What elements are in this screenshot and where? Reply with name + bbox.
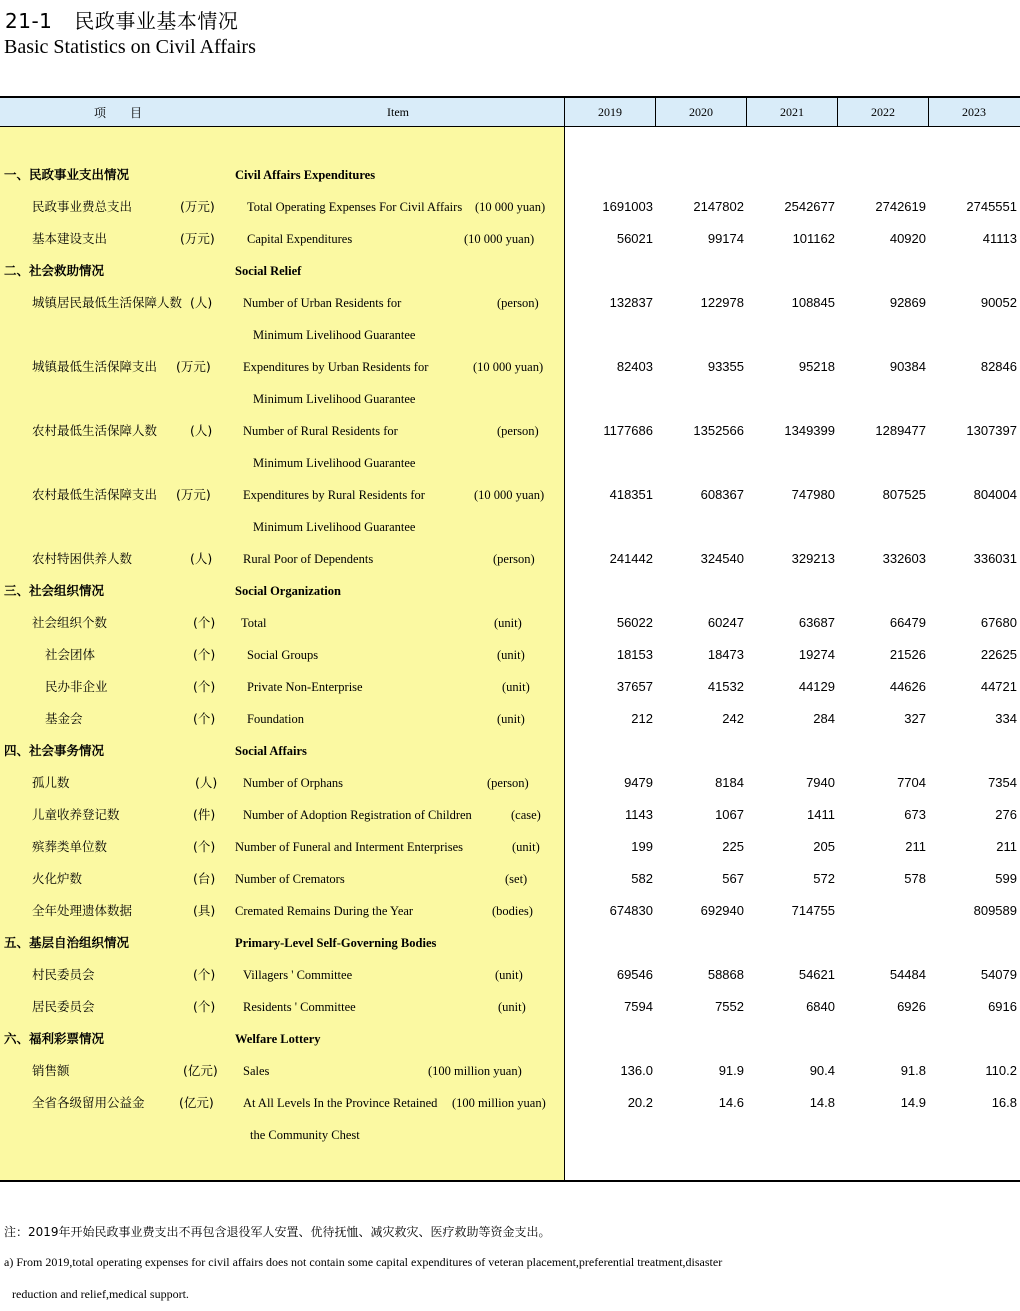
section-title-cn: 四、社会事务情况 <box>4 743 105 758</box>
row-label-cn: 村民委员会 <box>32 967 95 982</box>
section-title-cn: 二、社会救助情况 <box>4 263 105 278</box>
table-row <box>0 639 1020 671</box>
value-cell: 284 <box>813 711 835 726</box>
value-cell: 7940 <box>806 775 835 790</box>
row-unit-en: (set) <box>505 872 528 886</box>
value-cell: 1143 <box>625 807 653 822</box>
row-unit-en: (10 000 yuan) <box>473 360 544 374</box>
row-label-en: Number of Adoption Registration of Children <box>243 808 472 822</box>
row-label-en: Villagers ' Committee <box>243 968 353 982</box>
value-cell: 40920 <box>889 231 926 246</box>
value-cell: 7354 <box>988 775 1017 790</box>
table-row <box>0 287 1020 319</box>
row-unit-cn: (具) <box>193 903 216 918</box>
row-label-en: At All Levels In the Province Retained <box>243 1096 438 1110</box>
row-unit-cn: (个) <box>193 999 216 1014</box>
value-cell: 9479 <box>624 775 653 790</box>
value-cell: 19274 <box>798 647 835 662</box>
section-title-en: Social Organization <box>235 584 341 598</box>
value-cell: 22625 <box>980 647 1017 662</box>
value-cell: 2542677 <box>784 199 835 214</box>
section-title-en: Welfare Lottery <box>235 1032 321 1046</box>
value-cell: 1352566 <box>693 423 744 438</box>
row-unit-en: (person) <box>487 776 529 790</box>
value-cell: 1067 <box>715 807 744 822</box>
row-unit-en: (100 million yuan) <box>452 1096 546 1110</box>
value-cell: 807525 <box>882 487 926 502</box>
row-unit-en: (unit) <box>502 680 530 694</box>
section-title-en: Civil Affairs Expenditures <box>235 168 376 182</box>
value-cell: 336031 <box>973 551 1017 566</box>
row-label-cn: 全省各级留用公益金 <box>32 1095 145 1110</box>
section-row <box>0 159 1020 191</box>
value-cell: 54079 <box>980 967 1017 982</box>
row-unit-cn: (个) <box>193 615 216 630</box>
value-cell: 101162 <box>792 231 835 246</box>
row-unit-cn: (个) <box>193 647 216 662</box>
section-title-cn: 一、民政事业支出情况 <box>4 167 130 182</box>
row-label-en: Number of Funeral and Interment Enterprises <box>235 840 464 854</box>
value-cell: 58868 <box>707 967 744 982</box>
value-cell: 136.0 <box>620 1063 653 1078</box>
header-item-cn: 项 目 <box>94 105 143 120</box>
value-cell: 92869 <box>889 295 926 310</box>
value-cell: 14.8 <box>809 1095 835 1110</box>
row-label-en: Number of Urban Residents for <box>243 296 402 310</box>
row-label-cn: 居民委员会 <box>32 999 95 1014</box>
table-row-continuation <box>0 383 1020 415</box>
value-cell: 324540 <box>700 551 744 566</box>
value-cell: 132837 <box>609 295 653 310</box>
value-cell: 67680 <box>980 615 1017 630</box>
value-cell: 567 <box>722 871 744 886</box>
row-unit-en: (unit) <box>497 648 525 662</box>
value-cell: 578 <box>904 871 926 886</box>
row-label-cn: 农村特困供养人数 <box>32 551 133 566</box>
row-unit-en: (10 000 yuan) <box>474 488 545 502</box>
value-cell: 6926 <box>897 999 926 1014</box>
value-cell: 44129 <box>798 679 835 694</box>
row-unit-cn: (个) <box>193 711 216 726</box>
section-row <box>0 255 1020 287</box>
row-label-cn: 全年处理遗体数据 <box>32 903 133 918</box>
value-cell: 56021 <box>616 231 653 246</box>
row-label-en: Capital Expenditures <box>247 232 353 246</box>
value-cell: 1349399 <box>784 423 835 438</box>
section-title-en: Primary-Level Self-Governing Bodies <box>235 936 437 950</box>
row-label-en: Number of Orphans <box>243 776 343 790</box>
value-cell: 418351 <box>609 487 653 502</box>
row-unit-en: (person) <box>497 296 539 310</box>
row-label-cn: 民政事业费总支出 <box>32 199 133 214</box>
section-title-cn: 三、社会组织情况 <box>4 583 105 598</box>
header-year: 2021 <box>746 98 837 126</box>
table-row <box>0 607 1020 639</box>
value-cell: 327 <box>904 711 926 726</box>
value-cell: 1691003 <box>602 199 653 214</box>
header-year: 2019 <box>564 98 655 126</box>
value-cell: 199 <box>631 839 653 854</box>
value-cell: 44721 <box>980 679 1017 694</box>
row-unit-en: (unit) <box>494 616 522 630</box>
section-title-cn: 五、基层自治组织情况 <box>4 935 130 950</box>
value-cell: 582 <box>631 871 653 886</box>
value-cell: 37657 <box>616 679 653 694</box>
value-cell: 1307397 <box>966 423 1017 438</box>
value-cell: 1411 <box>807 807 835 822</box>
value-cell: 2745551 <box>966 199 1017 214</box>
row-label-en-line2: Minimum Livelihood Guarantee <box>253 328 416 342</box>
row-label-cn: 火化炉数 <box>32 871 83 886</box>
value-cell: 241442 <box>609 551 653 566</box>
row-unit-en: (100 million yuan) <box>428 1064 522 1078</box>
row-unit-en: (unit) <box>498 1000 526 1014</box>
row-unit-cn: (人) <box>190 295 213 310</box>
value-cell: 7704 <box>897 775 926 790</box>
row-label-cn: 殡葬类单位数 <box>32 839 108 854</box>
row-label-cn: 社会组织个数 <box>32 615 108 630</box>
table-row <box>0 703 1020 735</box>
row-unit-cn: (人) <box>190 551 213 566</box>
row-label-en: Residents ' Committee <box>243 1000 356 1014</box>
footnote-cn: 注：2019年开始民政事业费支出不再包含退役军人安置、优待抚恤、减灾救灾、医疗救助等资金支出。 <box>4 1225 551 1239</box>
row-label-cn: 销售额 <box>32 1063 70 1078</box>
row-unit-cn: (人) <box>195 775 218 790</box>
row-label-en: Social Groups <box>247 648 319 662</box>
row-label-cn: 社会团体 <box>45 647 96 662</box>
row-label-en: Private Non-Enterprise <box>247 680 363 694</box>
row-label-en: Total Operating Expenses For Civil Affairs <box>247 200 463 214</box>
value-cell: 95218 <box>798 359 835 374</box>
row-label-en: Number of Cremators <box>235 872 345 886</box>
value-cell: 7594 <box>624 999 653 1014</box>
value-cell: 205 <box>813 839 835 854</box>
page-title-en: Basic Statistics on Civil Affairs <box>4 36 256 58</box>
table-row <box>0 863 1020 895</box>
table-row <box>0 895 1020 927</box>
row-label-en-line2: Minimum Livelihood Guarantee <box>253 456 416 470</box>
value-cell: 91.9 <box>718 1063 744 1078</box>
row-label-en: Sales <box>243 1064 270 1078</box>
value-cell: 14.9 <box>900 1095 926 1110</box>
value-cell: 2742619 <box>875 199 926 214</box>
row-unit-cn: (万元) <box>176 359 211 374</box>
row-unit-cn: (件) <box>193 807 216 822</box>
table-header <box>0 96 1020 127</box>
table-row <box>0 991 1020 1023</box>
value-cell: 54484 <box>889 967 926 982</box>
row-label-cn: 儿童收养登记数 <box>32 807 120 822</box>
value-cell: 90384 <box>889 359 926 374</box>
value-cell: 90052 <box>980 295 1017 310</box>
row-label-en: Expenditures by Urban Residents for <box>243 360 429 374</box>
header-year: 2023 <box>928 98 1019 126</box>
value-cell: 66479 <box>889 615 926 630</box>
value-cell: 8184 <box>715 775 744 790</box>
row-label-cn: 孤儿数 <box>32 775 70 790</box>
value-cell: 93355 <box>707 359 744 374</box>
row-label-en: Rural Poor of Dependents <box>243 552 374 566</box>
value-cell: 242 <box>722 711 744 726</box>
section-row <box>0 575 1020 607</box>
row-unit-cn: (万元) <box>180 199 215 214</box>
value-cell: 673 <box>904 807 926 822</box>
table-row <box>0 671 1020 703</box>
value-cell: 6916 <box>988 999 1017 1014</box>
row-unit-cn: (人) <box>190 423 213 438</box>
row-unit-en: (10 000 yuan) <box>475 200 546 214</box>
value-cell: 16.8 <box>991 1095 1017 1110</box>
table-row <box>0 351 1020 383</box>
value-cell: 60247 <box>707 615 744 630</box>
value-cell: 91.8 <box>900 1063 926 1078</box>
table-row <box>0 831 1020 863</box>
value-cell: 6840 <box>806 999 835 1014</box>
row-label-cn: 农村最低生活保障支出 <box>32 487 158 502</box>
row-label-en: Total <box>241 616 267 630</box>
value-cell: 212 <box>631 711 653 726</box>
table-row <box>0 191 1020 223</box>
section-title-en: Social Affairs <box>235 744 307 758</box>
value-cell: 110.2 <box>985 1063 1017 1078</box>
row-label-en-line2: Minimum Livelihood Guarantee <box>253 392 416 406</box>
value-cell: 599 <box>995 871 1017 886</box>
row-unit-en: (unit) <box>497 712 525 726</box>
value-cell: 211 <box>996 839 1017 854</box>
value-cell: 809589 <box>973 903 1017 918</box>
table-row <box>0 543 1020 575</box>
value-cell: 69546 <box>616 967 653 982</box>
header-item-en: Item <box>387 104 409 119</box>
value-cell: 18153 <box>616 647 653 662</box>
value-cell: 56022 <box>616 615 653 630</box>
section-row <box>0 735 1020 767</box>
value-cell: 14.6 <box>718 1095 744 1110</box>
value-cell: 572 <box>813 871 835 886</box>
row-unit-cn: (个) <box>193 679 216 694</box>
value-cell: 7552 <box>715 999 744 1014</box>
table-row <box>0 1087 1020 1119</box>
value-cell: 99174 <box>707 231 744 246</box>
row-unit-en: (case) <box>511 808 541 822</box>
table-row-continuation <box>0 319 1020 351</box>
value-cell: 714755 <box>791 903 835 918</box>
table-bottom-rule <box>0 1180 1020 1182</box>
table-row <box>0 959 1020 991</box>
row-unit-cn: (台) <box>193 871 216 886</box>
value-cell: 82403 <box>616 359 653 374</box>
page-title-cn <box>5 5 238 34</box>
value-cell: 329213 <box>791 551 835 566</box>
table-row-continuation <box>0 447 1020 479</box>
footnote-en-line2: reduction and relief,medical support. <box>12 1287 189 1301</box>
row-unit-cn: (亿元) <box>179 1095 214 1110</box>
value-cell: 692940 <box>700 903 744 918</box>
row-unit-en: (unit) <box>495 968 523 982</box>
value-cell: 20.2 <box>627 1095 653 1110</box>
row-label-en: Foundation <box>247 712 304 726</box>
value-cell: 332603 <box>882 551 926 566</box>
value-cell: 54621 <box>798 967 835 982</box>
section-row <box>0 1023 1020 1055</box>
section-title-en: Social Relief <box>235 264 302 278</box>
row-unit-cn: (万元) <box>180 231 215 246</box>
value-cell: 41113 <box>982 231 1017 246</box>
row-label-en: Number of Rural Residents for <box>243 424 398 438</box>
footnote-en-line1: a) From 2019,total operating expenses for civil affairs does not contain some capital expenditures of veteran placement,preferential treatment,disaster <box>4 1255 723 1269</box>
row-unit-cn: (亿元) <box>183 1063 218 1078</box>
row-unit-en: (person) <box>497 424 539 438</box>
value-cell: 82846 <box>980 359 1017 374</box>
row-label-en-line2: the Community Chest <box>250 1128 360 1142</box>
section-row <box>0 927 1020 959</box>
row-unit-en: (bodies) <box>492 904 533 918</box>
value-cell: 1177686 <box>603 423 653 438</box>
table-number: 21-1 <box>5 9 53 33</box>
table-row <box>0 223 1020 255</box>
row-unit-en: (10 000 yuan) <box>464 232 535 246</box>
title-cn-text: 民政事业基本情况 <box>74 9 239 33</box>
table-row <box>0 415 1020 447</box>
value-cell: 90.4 <box>809 1063 835 1078</box>
header-year: 2020 <box>655 98 746 126</box>
row-label-en: Expenditures by Rural Residents for <box>243 488 425 502</box>
table-row <box>0 1055 1020 1087</box>
row-label-cn: 城镇最低生活保障支出 <box>32 359 158 374</box>
table-row <box>0 479 1020 511</box>
value-cell: 211 <box>905 839 926 854</box>
row-label-cn: 基金会 <box>45 711 83 726</box>
value-cell: 334 <box>995 711 1017 726</box>
value-cell: 21526 <box>889 647 926 662</box>
row-label-en: Cremated Remains During the Year <box>235 904 414 918</box>
value-cell: 122978 <box>700 295 744 310</box>
value-cell: 18473 <box>707 647 744 662</box>
value-cell: 41532 <box>707 679 744 694</box>
row-label-en-line2: Minimum Livelihood Guarantee <box>253 520 416 534</box>
value-cell: 2147802 <box>693 199 744 214</box>
value-cell: 108845 <box>791 295 835 310</box>
value-cell: 44626 <box>889 679 926 694</box>
row-unit-en: (person) <box>493 552 535 566</box>
table-row <box>0 767 1020 799</box>
value-cell: 1289477 <box>875 423 926 438</box>
value-cell: 63687 <box>798 615 835 630</box>
row-label-cn: 农村最低生活保障人数 <box>32 423 158 438</box>
section-title-cn: 六、福利彩票情况 <box>4 1031 105 1046</box>
row-unit-cn: (个) <box>193 839 216 854</box>
table-row-continuation <box>0 511 1020 543</box>
table-row-continuation <box>0 1119 1020 1151</box>
row-label-cn: 民办非企业 <box>45 679 108 694</box>
row-unit-cn: (万元) <box>176 487 211 502</box>
table-row <box>0 799 1020 831</box>
value-cell: 225 <box>722 839 744 854</box>
row-label-cn: 基本建设支出 <box>32 231 108 246</box>
value-cell: 804004 <box>973 487 1017 502</box>
value-cell: 276 <box>995 807 1017 822</box>
header-year: 2022 <box>837 98 928 126</box>
value-cell: 608367 <box>700 487 744 502</box>
row-unit-cn: (个) <box>193 967 216 982</box>
row-unit-en: (unit) <box>512 840 540 854</box>
value-cell: 747980 <box>791 487 835 502</box>
value-cell: 674830 <box>609 903 653 918</box>
row-label-cn: 城镇居民最低生活保障人数 <box>32 295 183 310</box>
